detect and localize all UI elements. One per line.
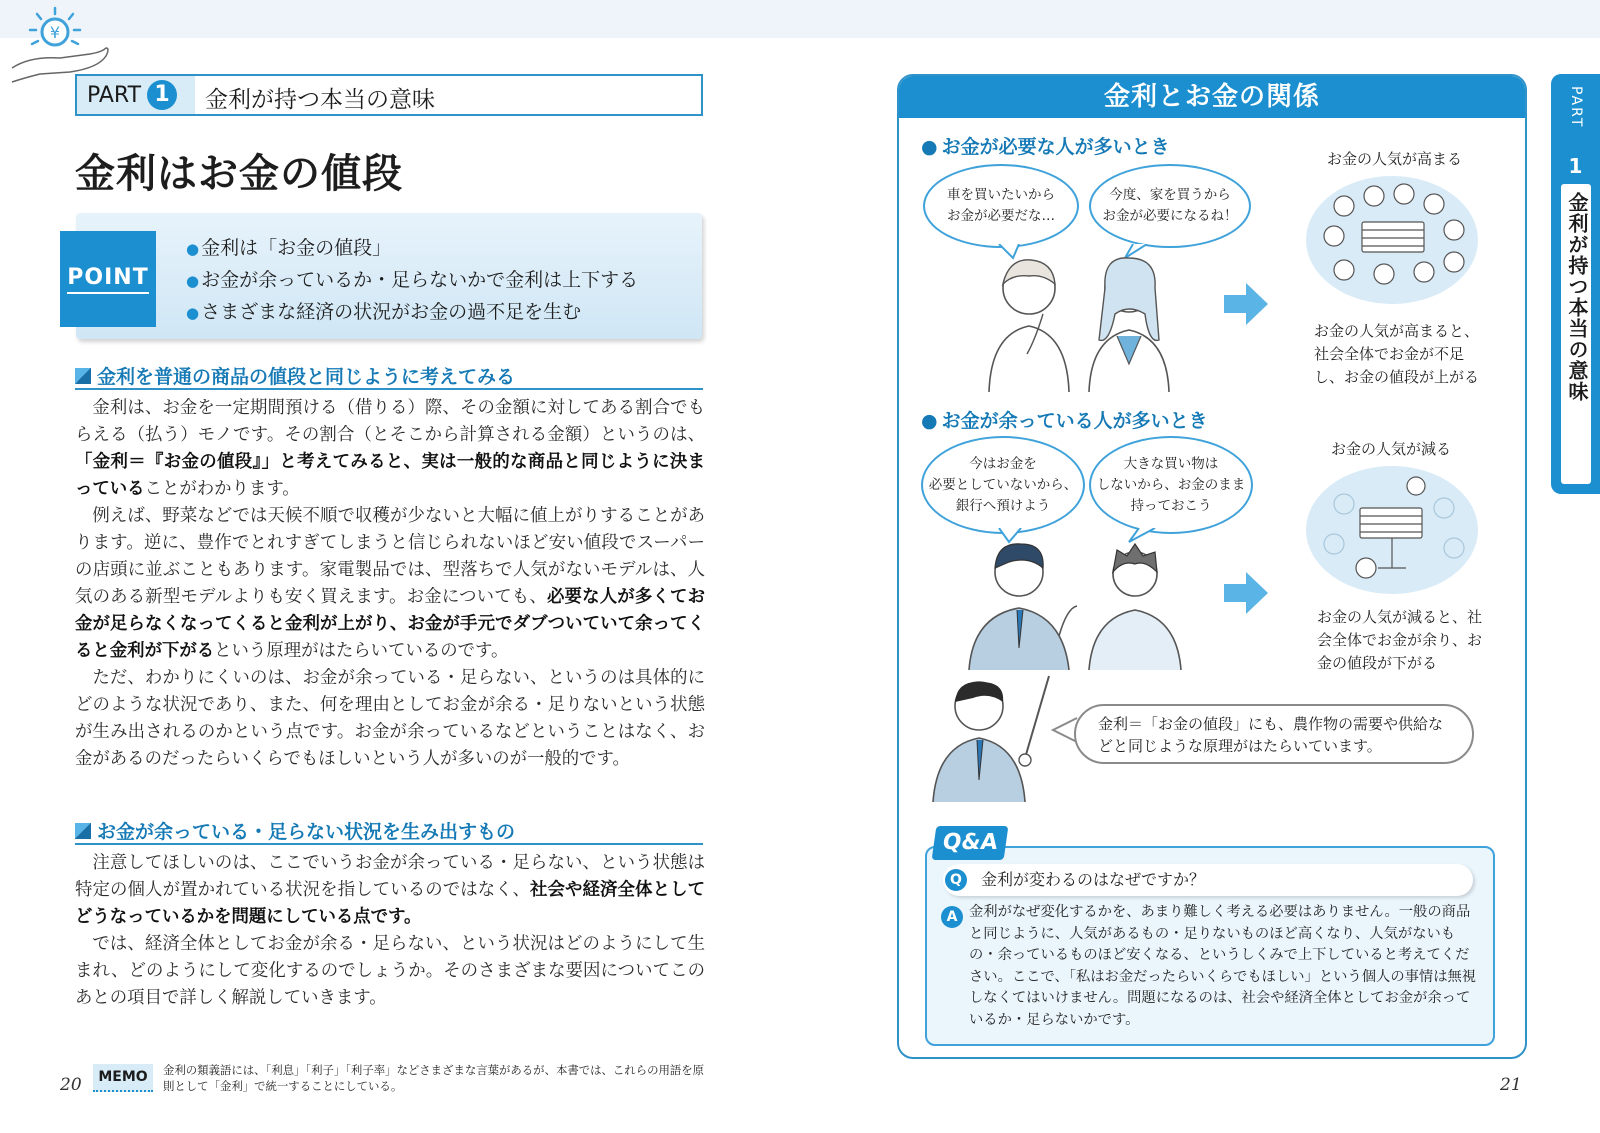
side-tab-part-number: 1	[1568, 154, 1583, 178]
teacher-speech-bubble	[1074, 704, 1474, 764]
scene-heading: ● お金が余っている人が多いとき	[921, 406, 1208, 433]
side-tab-title-box	[1561, 184, 1591, 484]
section-heading	[75, 817, 703, 845]
result-title: お金の人気が減る	[1331, 440, 1452, 458]
thinking-people-illustration-icon	[969, 244, 1189, 392]
memo-text: 金利の類義語には、「利息」「利子」「利子率」などさまざまな言葉があるが、本書では、これらの用語を原則として「金利」で統一することにしている。	[163, 1063, 705, 1093]
question-text: 金利が変わるのはなぜですか？	[981, 870, 1206, 889]
point-list	[186, 233, 638, 329]
paragraph: ただ、わかりにくいのは、お金が余っている・足らない、というのは具体的にどのような状況であり、また、何を理由としてお金が余る・足りないという状態が生み出されるのかという点です。お金が余っているなどということはなく、お金があるのだったらいくらでもほしいという人が多いのが一般的です。	[75, 668, 705, 769]
part-header	[75, 74, 703, 116]
caption-line: し、お金の値段が上がる	[1314, 368, 1480, 386]
section-body	[75, 850, 705, 1012]
point-label: POINT	[67, 265, 148, 294]
point-item: ● お金が余っているか・足らないかで金利は上下する	[186, 265, 638, 297]
emphasis-text: 社会や経済全体としてどうなっているかを問題にしている点です。	[75, 880, 705, 927]
point-tag	[60, 231, 156, 327]
section-heading	[75, 362, 703, 390]
section-marker-icon	[75, 368, 91, 384]
caption-line: お金の人気が減ると、社	[1317, 608, 1483, 626]
result-caption	[1317, 606, 1482, 675]
question-icon: Q	[945, 869, 967, 891]
text-run: 注意してほしいのは、ここでいうお金が余っている・足らない、という状態は特定の個人が置かれている状況を指しているのではなく、	[75, 853, 705, 900]
crowd-around-money-illustration-icon	[1304, 174, 1480, 306]
result-caption	[1314, 320, 1479, 389]
result-title: お金の人気が高まる	[1327, 150, 1463, 168]
emphasis-text: 「金利＝『お金の値段』」と考えてみると、実は一般的な商品と同じように決まっている	[75, 452, 705, 499]
relaxed-people-illustration-icon	[959, 528, 1189, 670]
svg-text:¥: ¥	[49, 23, 61, 42]
side-tab-title: 金利が持つ本当の意味	[1565, 192, 1589, 402]
caption-line: 社会全体でお金が不足	[1314, 345, 1465, 363]
infographic-panel	[897, 74, 1527, 1059]
point-item: ● 金利は「お金の値段」	[186, 233, 638, 265]
page-number-left: 20	[60, 1075, 82, 1095]
paragraph	[75, 395, 705, 503]
text-run: 金利は、お金を一定期間預ける（借りる）際、その金額に対してある割合でもらえる（払う）モノです。その割合（とそこから計算される金額）というのは、	[75, 398, 705, 445]
bubble-line: 今はお金を	[969, 455, 1037, 472]
caption-line: 金の値段が下がる	[1317, 654, 1438, 672]
point-card	[76, 213, 702, 339]
speech-bubble	[1089, 436, 1253, 534]
memo-label: MEMO	[93, 1064, 153, 1092]
caption-line: 会全体でお金が余り、お	[1317, 631, 1483, 649]
caption-line: お金の人気が高まると、	[1314, 322, 1480, 340]
scene-heading: ● お金が必要な人が多いとき	[921, 132, 1170, 159]
bubble-line: お金が必要だな…	[947, 208, 1055, 224]
side-tab-part-label: PART	[1568, 86, 1584, 129]
paragraph: では、経済全体としてお金が余る・足らない、という状況はどのようにして生まれ、どのようにして変化するのでしょうか。そのさまざまな要因についてこのあとの項目で詳しく解説していきます。	[75, 934, 705, 1008]
question-bar	[943, 864, 1473, 896]
paragraph	[75, 503, 705, 665]
bubble-line: しないから、お金のまま	[1096, 476, 1246, 493]
part-number: 1	[147, 80, 177, 110]
panel-title: 金利とお金の関係	[899, 76, 1525, 118]
right-arrow-icon	[1224, 281, 1270, 327]
qa-box	[925, 846, 1495, 1046]
part-tag	[77, 76, 195, 114]
point-item: ● さまざまな経済の状況がお金の過不足を生む	[186, 297, 638, 329]
bubble-line: 必要としていないから、	[928, 476, 1078, 493]
answer-text: 金利がなぜ変化するかを、あまり難しく考える必要はありません。一般の商品と同じように、人気があるもの・足りないものほど高くなり、人気がないもの・余っているものほど安くなる、というしくみで上下していると考えてください。ここで、「私はお金だったらいくらでもほしい」という個人の事情は無視しなくてはいけません。問題になるのは、社会や経済全体としてお金が余っているか・足らないかです。	[969, 904, 1477, 1028]
section-marker-icon	[75, 823, 91, 839]
section-heading-text: 金利を普通の商品の値段と同じように考えてみる	[97, 366, 516, 388]
paragraph	[75, 850, 705, 931]
speech-bubble	[923, 164, 1079, 248]
speech-bubble	[921, 436, 1085, 534]
right-arrow-icon	[1224, 570, 1270, 616]
speech-bubble	[1089, 164, 1251, 248]
text-run: ことがわかります。	[144, 479, 300, 499]
bubble-line: 持っておこう	[1130, 497, 1212, 514]
page-number-right: 21	[1500, 1075, 1522, 1095]
text-run: 例えば、野菜などでは天候不順で収穫が少ないと大幅に値上がりすることがあります。逆に、豊作でとれすぎてしまうと信じられないほど安い値段でスーパーの店頭に並ぶこともあります。家電製品では、型落ちで人気がないモデルは、人気のある新型モデルよりも安く買えます。お金についても、	[75, 506, 705, 607]
point-box	[60, 213, 705, 343]
emphasis-text: 必要な人が多くてお金が足らなくなってくると金利が上がり、お金が手元でダブついていて余ってくると金利が下がる	[75, 587, 705, 661]
bubble-line: どと同じような原理がはたらいています。	[1098, 737, 1382, 755]
qa-label: Q&A	[932, 826, 1009, 860]
bubble-line: 今度、家を買うから	[1109, 187, 1231, 203]
part-title: 金利が持つ本当の意味	[205, 87, 435, 113]
section-body	[75, 395, 705, 773]
page-title: 金利はお金の値段	[75, 151, 403, 197]
chapter-side-tab	[1551, 74, 1600, 494]
part-label: PART	[87, 82, 142, 108]
bubble-line: 金利＝「お金の値段」にも、農作物の需要や供給な	[1098, 715, 1444, 733]
answer-icon: A	[941, 906, 963, 928]
bubble-line: お金が必要になるね！	[1102, 208, 1238, 224]
section-heading-text: お金が余っている・足らない状況を生み出すもの	[97, 821, 516, 843]
few-people-money-illustration-icon	[1304, 464, 1480, 596]
top-band	[0, 0, 1600, 38]
bubble-line: 車を買いたいから	[947, 187, 1055, 203]
teacher-with-pointer-illustration-icon	[929, 672, 1069, 802]
bubble-line: 大きな買い物は	[1123, 455, 1219, 472]
text-run: という原理がはたらいているのです。	[214, 641, 509, 661]
bubble-line: 銀行へ預けよう	[955, 497, 1051, 514]
